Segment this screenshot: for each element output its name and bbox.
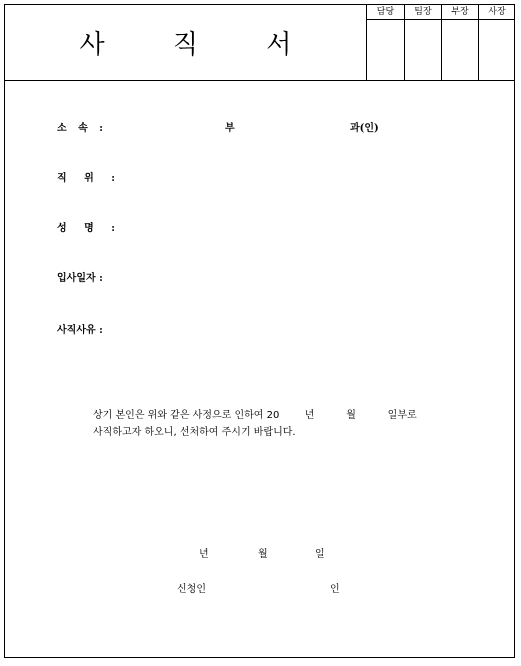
approval-table <box>367 5 514 80</box>
resignation-form <box>4 4 515 658</box>
date-day: 일 <box>315 549 325 560</box>
approval-cell-team-leader <box>404 5 441 80</box>
approval-label: 팀장 <box>405 5 441 20</box>
statement-line-2: 사직하고자 하오니, 선처하여 주시기 바랍니다. <box>93 427 296 438</box>
applicant-seal: 인 <box>330 584 340 595</box>
statement-line-1: 상기 본인은 위와 같은 사정으로 인하여 20 년 월 일부로 <box>93 410 417 421</box>
approval-label: 담당 <box>367 5 404 20</box>
date-year: 년 <box>199 549 209 560</box>
affiliation-label: 소 속 : <box>57 123 103 134</box>
form-header <box>5 5 514 81</box>
approval-cell-manager <box>441 5 478 80</box>
position-label: 직 위 : <box>57 173 115 184</box>
name-label: 성 명 : <box>57 223 115 234</box>
approval-label: 부장 <box>442 5 478 20</box>
applicant-label: 신청인 <box>177 584 206 595</box>
statement-text <box>93 407 417 441</box>
form-title: 사 직 서 <box>5 5 367 80</box>
date-month: 월 <box>258 549 268 560</box>
join-date-label: 입사일자 : <box>57 273 103 284</box>
approval-label: 사장 <box>479 5 515 20</box>
approval-cell-staff <box>367 5 404 80</box>
department-suffix: 부 <box>225 123 235 134</box>
approval-cell-president <box>478 5 515 80</box>
team-suffix: 과(인) <box>350 123 379 134</box>
reason-label: 사직사유 : <box>57 325 103 336</box>
